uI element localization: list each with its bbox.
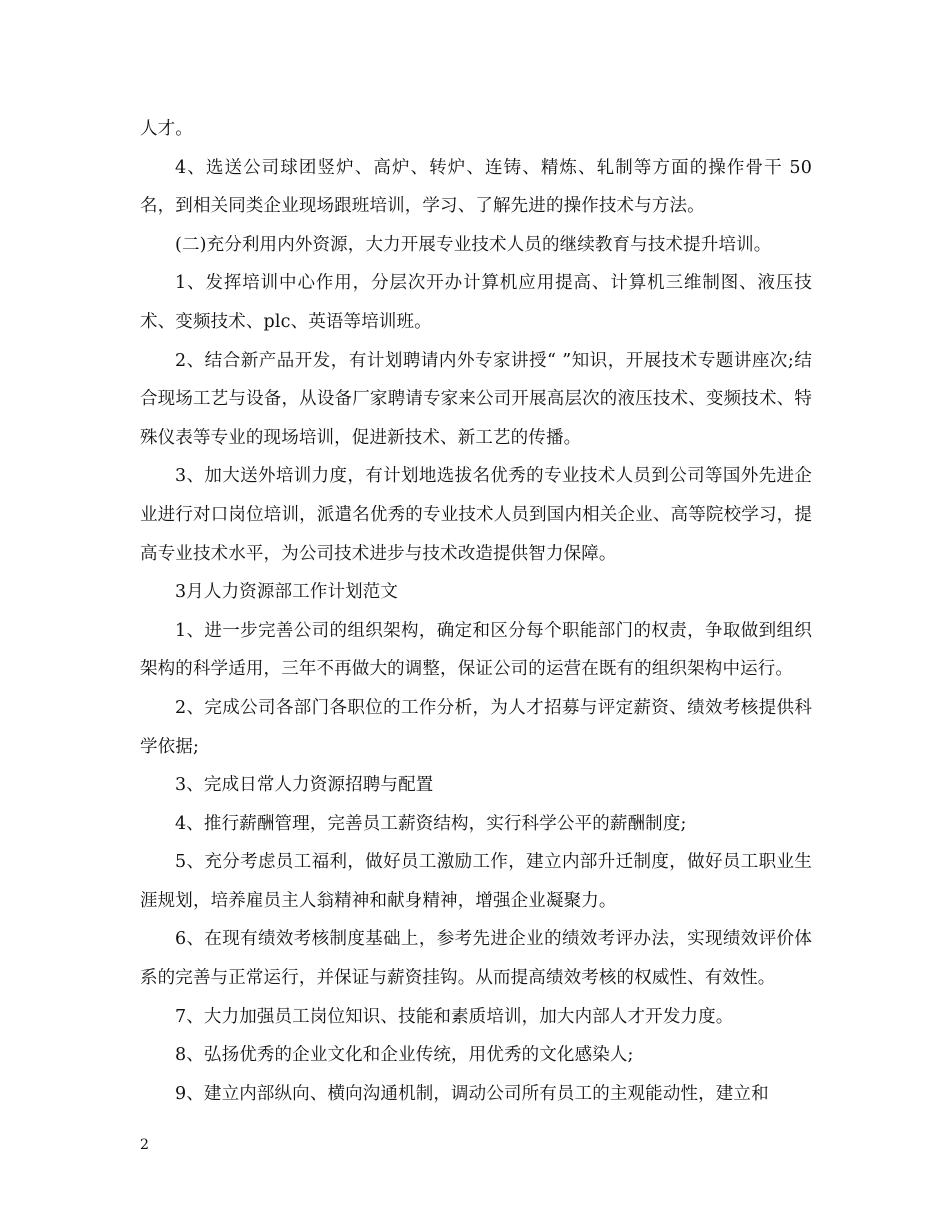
paragraph: 1、发挥培训中心作用，分层次开办计算机应用提高、计算机三维制图、液压技术、变频技术、plc、英语等培训班。 (140, 273, 812, 332)
page-number: 2 (140, 1137, 149, 1153)
paragraph: 8、弘扬优秀的企业文化和企业传统，用优秀的文化感染人; (175, 1045, 634, 1066)
paragraph: 4、选送公司球团竖炉、高炉、转炉、连铸、精炼、轧制等方面的操作骨干 50 名，到相关同类企业现场跟班培训，学习、了解先进的操作技术与方法。 (140, 157, 812, 217)
paragraph: 3、加大送外培训力度，有计划地选拔名优秀的专业技术人员到公司等国外先进企业进行对口岗位培训，派遣名优秀的专业技术人员到国内相关企业、高等院校学习，提高专业技术水平，为公司技术进步与技术改造提供智力保障。 (140, 466, 812, 564)
document-body (140, 110, 812, 1113)
paragraph: 1、进一步完善公司的组织架构，确定和区分每个职能部门的权责，争取做到组织架构的科学适用，三年不再做大的调整，保证公司的运营在既有的组织架构中运行。 (140, 620, 812, 680)
paragraph: 9、建立内部纵向、横向沟通机制，调动公司所有员工的主观能动性，建立和 (175, 1083, 769, 1104)
paragraph: 4、推行薪酬管理，完善员工薪资结构，实行科学公平的薪酬制度; (175, 813, 687, 834)
paragraph: 2、结合新产品开发，有计划聘请内外专家讲授“ ”知识，开展技术专题讲座次;结合现场工艺与设备，从设备厂家聘请专家来公司开展高层次的液压技术、变频技术、特殊仪表等专业的现场培训，促进新技术、新工艺的传播。 (140, 350, 812, 448)
paragraph: 3、完成日常人力资源招聘与配置 (175, 775, 434, 796)
paragraph: 2、完成公司各部门各职位的工作分析，为人才招募与评定薪资、绩效考核提供科学依据; (140, 697, 812, 757)
paragraph: 6、在现有绩效考核制度基础上，参考先进企业的绩效考评办法，实现绩效评价体系的完善与正常运行，并保证与薪资挂钩。从而提高绩效考核的权威性、有效性。 (140, 929, 812, 989)
paragraph: 5、充分考虑员工福利，做好员工激励工作，建立内部升迁制度，做好员工职业生涯规划，培养雇员主人翁精神和献身精神，增强企业凝聚力。 (140, 852, 812, 911)
paragraph: 7、大力加强员工岗位知识、技能和素质培训，加大内部人才开发力度。 (175, 1006, 734, 1027)
paragraph: (二)充分利用内外资源，大力开展专业技术人员的继续教育与技术提升培训。 (175, 234, 772, 255)
paragraph: 人才。 (140, 119, 193, 139)
section-heading: 3月人力资源部工作计划范文 (175, 582, 399, 603)
